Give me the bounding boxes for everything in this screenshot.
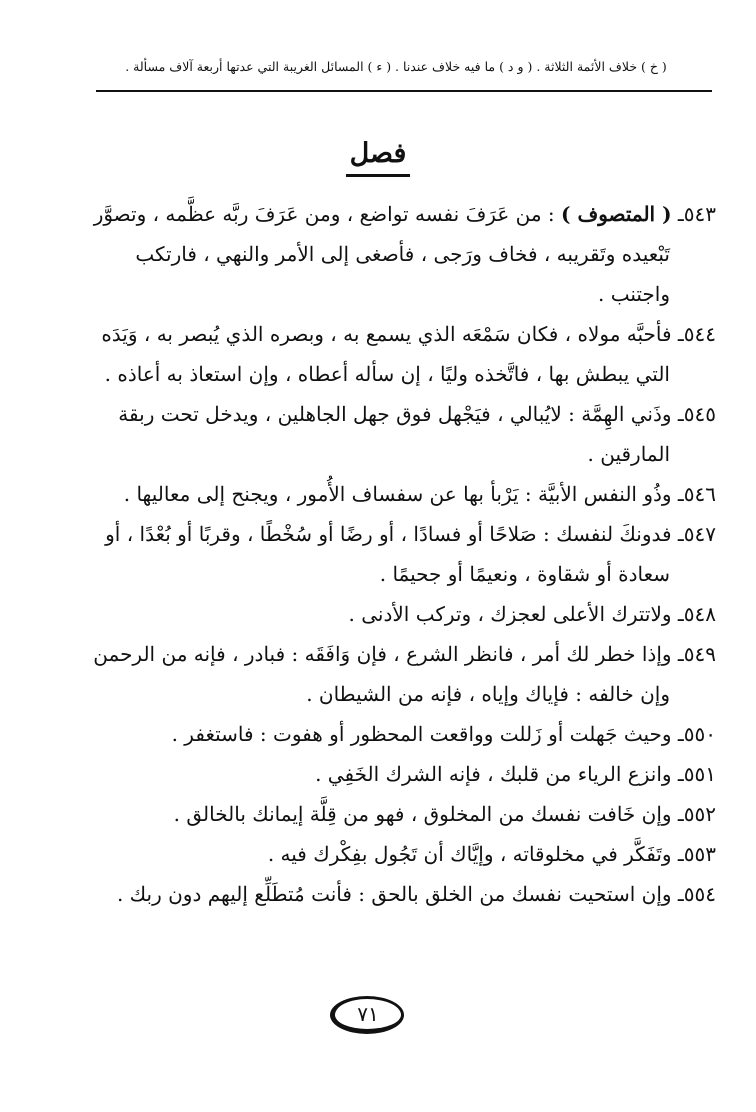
entry-number: ٥٤٥ـ — [677, 402, 716, 426]
entry-549 — [80, 634, 716, 714]
entry-554 — [80, 874, 716, 914]
entry-546 — [80, 474, 716, 514]
entry-552 — [80, 794, 716, 834]
entry-number: ٥٥٢ـ — [677, 802, 716, 826]
entry-number: ٥٤٦ـ — [677, 482, 716, 506]
entry-number: ٥٤٤ـ — [677, 322, 716, 346]
entry-545 — [80, 394, 716, 474]
entry-text: وذُو النفس الأبيَّة : يَرْبأ بها عن سفساف الأُمور ، ويجنح إلى معاليها . — [123, 482, 672, 506]
entry-number: ٥٥٠ـ — [677, 722, 716, 746]
entry-547 — [80, 514, 716, 594]
entry-number: ٥٤٣ـ — [677, 202, 716, 226]
entry-551 — [80, 754, 716, 794]
entry-number: ٥٤٧ـ — [677, 522, 716, 546]
entry-544 — [80, 314, 716, 394]
entry-number: ٥٥٤ـ — [677, 882, 716, 906]
header-divider — [96, 90, 712, 92]
section-title: فصل — [346, 136, 411, 177]
entry-number: ٥٥٣ـ — [677, 842, 716, 866]
entry-label: ( المتصوف ) — [561, 202, 672, 226]
entry-text: : من عَرَفَ نفسه تواضع ، ومن عَرَفَ ربَّه عظَّمه ، وتصوَّر تَبْعيده وتَقريبه ، فخاف ورَجى ، فأصغى إلى الأمر والنهي ، فارتكب واجتنب . — [93, 202, 670, 306]
entry-number: ٥٤٨ـ — [677, 602, 716, 626]
entry-text: وتَفَكَّر في مخلوقاته ، وإيَّاك أن تَجُول بفِكْرك فيه . — [267, 842, 672, 866]
entry-text: وإن استحيت نفسك من الخلق بالحق : فأنت مُتطَلِّع إليهم دون ربك . — [116, 882, 672, 906]
entry-550 — [80, 714, 716, 754]
entry-text: وإذا خطر لك أمر ، فانظر الشرع ، فإن وَافَقَه : فبادر ، فإنه من الرحمن وإن خالفه : فإياك وإياه ، فإنه من الشيطان . — [93, 642, 672, 706]
entry-text: فدونكَ لنفسك : صَلاحًا أو فسادًا ، أو رضًا أو سُخْطًا ، وقربًا أو بُعْدًا ، أو سعادة أو شقاوة ، ونعيمًا أو جحيمًا . — [105, 522, 672, 586]
entry-text: وحيث جَهلت أو زَللت وواقعت المحظور أو هفوت : فاستغفر . — [171, 722, 672, 746]
page-number: ٧١ — [330, 996, 404, 1034]
entry-text: ولاتترك الأعلى لعجزك ، وتركب الأدنى . — [348, 602, 672, 626]
entries-list — [80, 194, 716, 914]
entry-543 — [80, 194, 716, 314]
entry-548 — [80, 594, 716, 634]
entry-text: وانزع الرياء من قلبك ، فإنه الشرك الخَفِي . — [315, 762, 672, 786]
section-heading — [0, 136, 756, 177]
running-header: ( خ ) خلاف الأئمة الثلاثة . ( و د ) ما فيه خلاف عندنا . ( ء ) المسائل الغريبة التي عدتها أربعة آلاف مسألة . — [125, 59, 667, 74]
entry-number: ٥٤٩ـ — [677, 642, 716, 666]
entry-553 — [80, 834, 716, 874]
entry-text: وذَني الهِمَّة : لايُبالي ، فيَجْهل فوق جهل الجاهلين ، ويدخل تحت ربقة المارقين . — [118, 402, 672, 466]
entry-number: ٥٥١ـ — [677, 762, 716, 786]
entry-text: فأحبَّه مولاه ، فكان سَمْعَه الذي يسمع به ، وبصره الذي يُبصر به ، وَيَدَه التي يبطش بها ، فاتَّخذه وليًا ، إن سأله أعطاه ، وإن استعاذ به أعاذه . — [101, 322, 672, 386]
entry-text: وإن خَافت نفسك من المخلوق ، فهو من قِلَّة إيمانك بالخالق . — [173, 802, 672, 826]
